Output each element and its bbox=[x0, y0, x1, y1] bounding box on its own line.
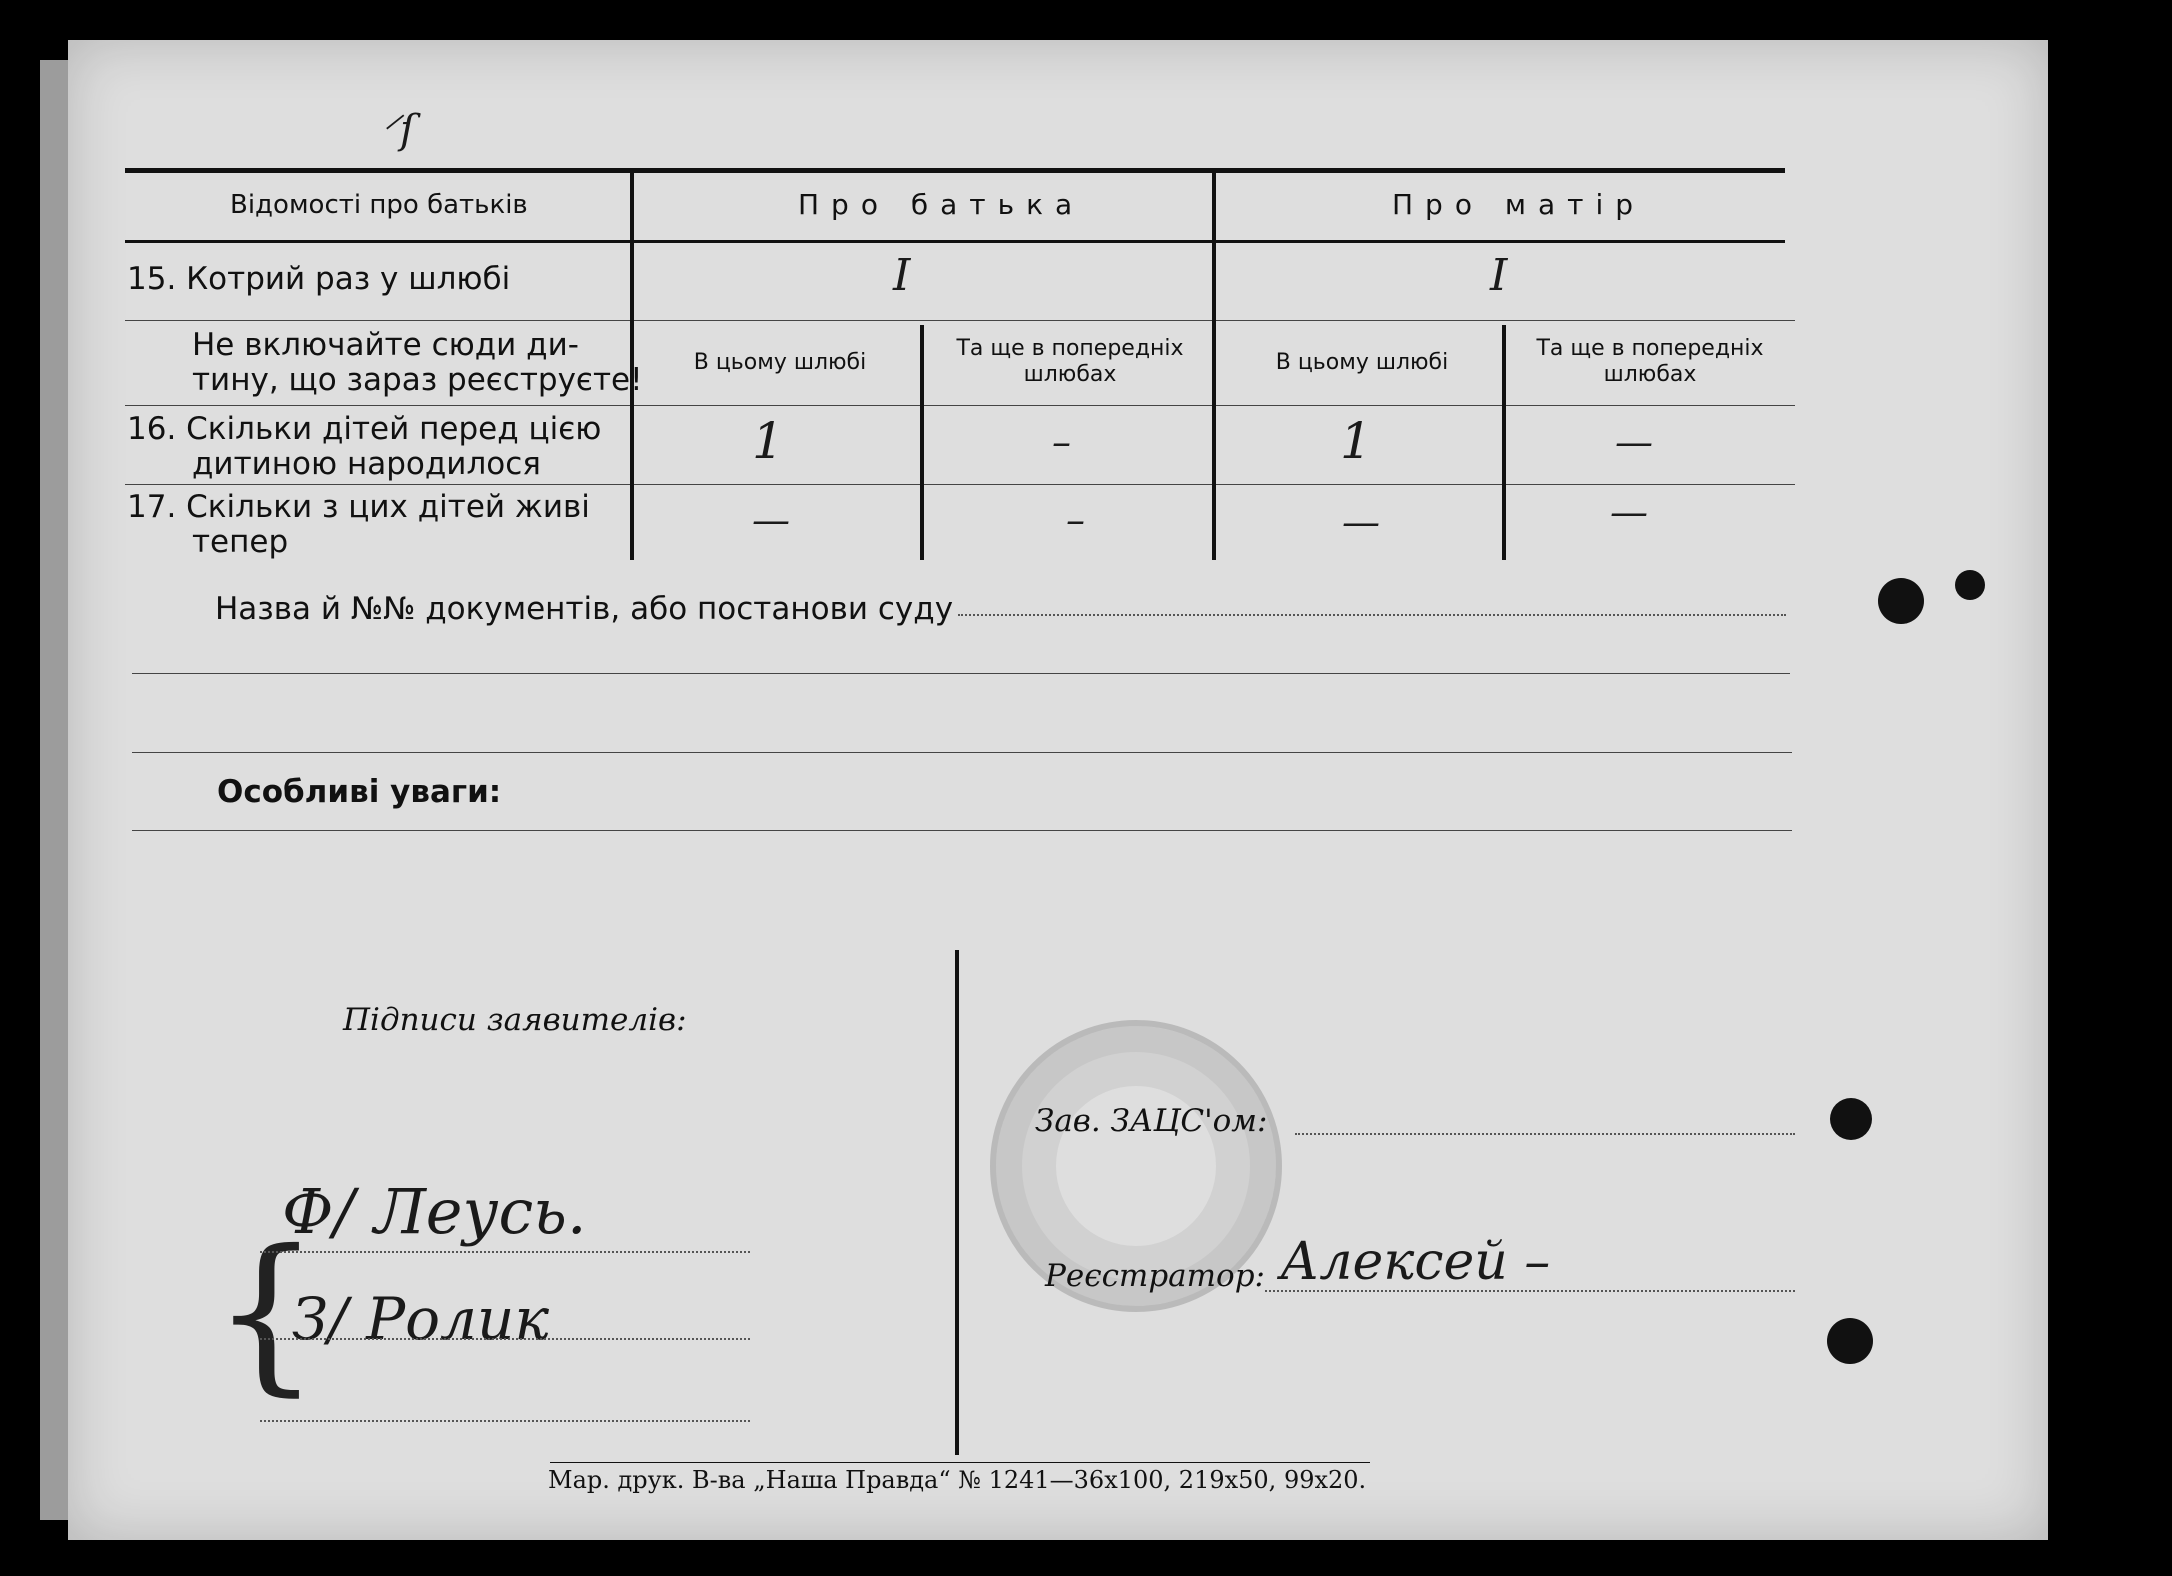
registrar-signature: Алексей – bbox=[1280, 1232, 1551, 1292]
head-signature-line bbox=[1295, 1133, 1795, 1135]
col-divider-2 bbox=[1212, 170, 1216, 560]
q17-father-this: — bbox=[752, 498, 790, 542]
applicant-line-1 bbox=[260, 1251, 750, 1253]
row15-rule bbox=[125, 320, 1795, 321]
note-line-1: Не включайте сюди ди- bbox=[192, 327, 579, 363]
registrar-label: Реєстратор: bbox=[1045, 1258, 1265, 1294]
table-top-rule bbox=[125, 168, 1785, 173]
documents-label: Назва й №№ документів, або постанови суду bbox=[215, 591, 954, 627]
note-line-2: тину, що зараз реєструєте! bbox=[192, 362, 643, 398]
registrar-signature-line bbox=[1265, 1290, 1795, 1292]
q17-mother-prev: — bbox=[1610, 490, 1648, 534]
q16-line-1: 16. Скільки дітей перед цією bbox=[127, 411, 602, 447]
printer-imprint: Мар. друк. В-ва „Наша Правда“ № 1241—36x100, 219x50, 99x20. bbox=[548, 1466, 1367, 1494]
q17-line-2: тепер bbox=[192, 524, 289, 560]
row16-rule bbox=[125, 484, 1795, 485]
q16-father-this: 1 bbox=[752, 412, 784, 470]
head-label: Зав. ЗАЦС'ом: bbox=[1035, 1103, 1268, 1139]
applicants-brace: { bbox=[212, 1214, 321, 1412]
q17-mother-this: — bbox=[1342, 500, 1380, 544]
q17-line-1: 17. Скільки з цих дітей живі bbox=[127, 489, 590, 525]
sub-this-marriage-father: В цьому шлюбі bbox=[693, 350, 867, 375]
applicant-line-2 bbox=[260, 1338, 750, 1340]
q16-father-prev: – bbox=[1052, 420, 1071, 464]
applicants-label: Підписи заявителів: bbox=[343, 1002, 687, 1038]
q15-mother-value: I bbox=[1490, 250, 1508, 301]
remarks-line bbox=[132, 830, 1792, 831]
documents-fill-line bbox=[958, 614, 1786, 616]
q16-mother-prev: — bbox=[1615, 420, 1653, 464]
header-bottom-rule bbox=[125, 240, 1785, 243]
header-parents: Відомості про батьків bbox=[230, 190, 528, 220]
binding-hole-2 bbox=[1830, 1098, 1872, 1140]
binding-hole-4 bbox=[1955, 570, 1985, 600]
footer-rule bbox=[550, 1462, 1370, 1463]
sub-this-marriage-mother: В цьому шлюбі bbox=[1275, 350, 1449, 375]
sub-prev-marriages-father: Та ще в попередніх шлюбах bbox=[956, 336, 1184, 387]
header-mother: Про матір bbox=[1392, 188, 1646, 221]
q16-line-2: дитиною народилося bbox=[192, 446, 541, 482]
sub-divider-father bbox=[920, 325, 924, 560]
q15-father-value: I bbox=[893, 250, 911, 301]
q15-label: 15. Котрий раз у шлюбі bbox=[127, 261, 511, 297]
sub-prev-marriages-mother: Та ще в попередніх шлюбах bbox=[1536, 336, 1764, 387]
binding-hole-3 bbox=[1827, 1318, 1873, 1364]
corner-mark: ⸍ſ bbox=[380, 107, 415, 153]
q16-mother-this: 1 bbox=[1340, 412, 1372, 470]
applicant-signature-1: Ф/ Леусь. bbox=[282, 1175, 587, 1248]
remarks-label: Особливі уваги: bbox=[217, 774, 502, 810]
signature-divider bbox=[955, 950, 959, 1455]
documents-line-2 bbox=[132, 673, 1790, 674]
applicant-signature-2: З/ Ролик bbox=[292, 1285, 549, 1353]
q17-father-prev: – bbox=[1066, 498, 1085, 542]
documents-line-3 bbox=[132, 752, 1792, 753]
header-father: Про батька bbox=[798, 188, 1085, 221]
sub-divider-mother bbox=[1502, 325, 1506, 560]
binding-hole-1 bbox=[1878, 578, 1924, 624]
applicant-line-3 bbox=[260, 1420, 750, 1422]
row-note-rule bbox=[125, 405, 1795, 406]
